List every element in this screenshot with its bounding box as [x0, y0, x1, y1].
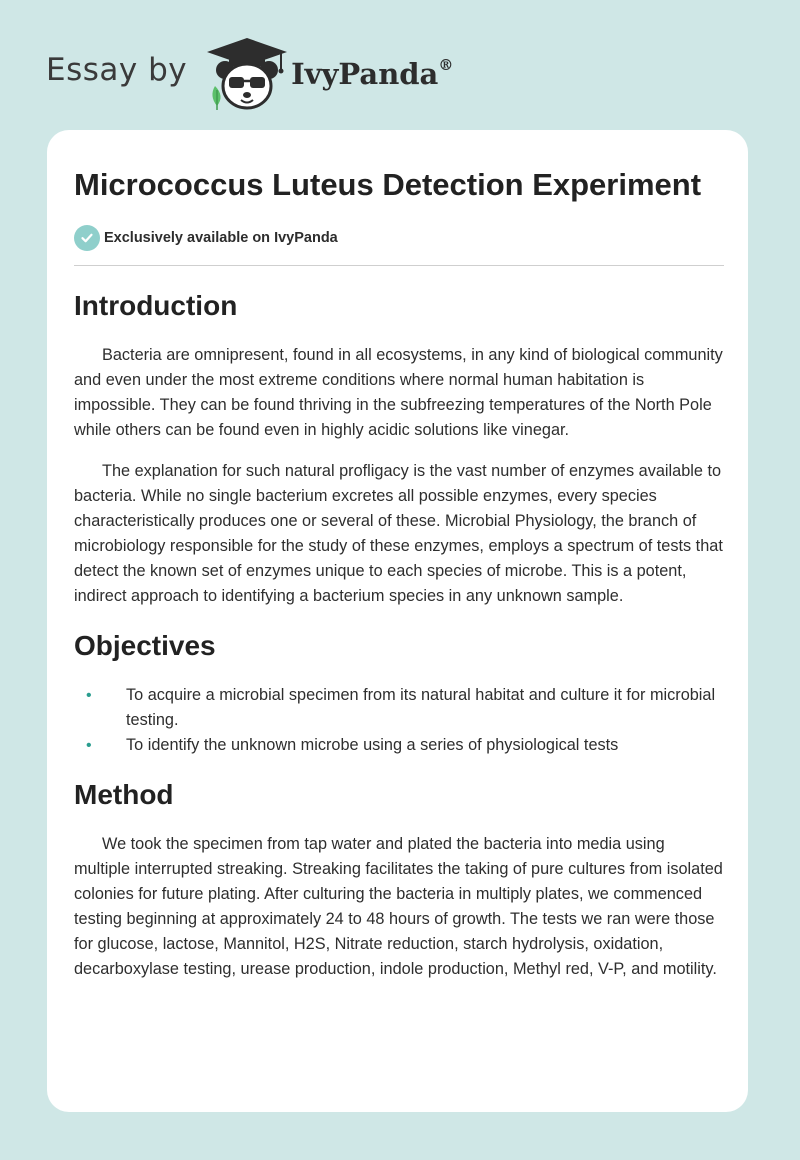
paragraph: Bacteria are omnipresent, found in all ecosystems, in any kind of biological community and even under the most extreme conditions where normal human habitation is impossible. They can be found thriving in the subfreezing temperatures of the North Pole while others can be found even in highly acidic solutions like vinegar. [74, 346, 723, 439]
section-heading-introduction: Introduction [74, 290, 238, 321]
exclusive-text: Exclusively available on IvyPanda [104, 230, 338, 246]
essay-by-text: Essay by [46, 52, 188, 88]
site-header [46, 36, 453, 112]
paragraph: The explanation for such natural profligacy is the vast number of enzymes available to bacteria. While no single bacterium excretes all possible enzymes, every species characteristically produces one or several of these. Microbial Physiology, the branch of microbiology responsible for the study of these enzymes, employs a spectrum of tests that detect the known set of enzymes unique to each species of microbe. This is a potent, indirect approach to identifying a bacterium species in any unknown sample. [74, 462, 723, 605]
check-icon [74, 225, 100, 251]
paragraph: We took the specimen from tap water and plated the bacteria into media using multiple interrupted streaking. Streaking facilitates the taking of pure cultures from isolated colonies for future plating. After culturing the bacteria in multiply plates, we commenced testing beginning at approximately 24 to 48 hours of growth. The tests we ran were those for glucose, lactose, Mannitol, H2S, Nitrate reduction, starch hydrolysis, oxidation, decarboxylase testing, urease production, indole production, Methyl red, V-P, and motility. [74, 835, 723, 978]
brand-name: IvyPanda® [291, 56, 454, 91]
ivypanda-logo-icon [205, 36, 289, 112]
bullet-icon: • [86, 737, 92, 754]
bullet-icon: • [86, 687, 92, 704]
list-item: • To acquire a microbial specimen from its natural habitat and culture it for microbial testing. [74, 683, 724, 733]
section-heading-objectives: Objectives [74, 630, 216, 661]
title-divider [74, 265, 724, 266]
list-item: • To identify the unknown microbe using a series of physiological tests [74, 733, 724, 758]
section-heading-method: Method [74, 779, 174, 810]
article-card [47, 130, 748, 1112]
exclusive-badge [74, 225, 724, 251]
article-title: Micrococcus Luteus Detection Experiment [74, 167, 702, 202]
article-content [74, 164, 724, 982]
objectives-list [74, 683, 724, 758]
